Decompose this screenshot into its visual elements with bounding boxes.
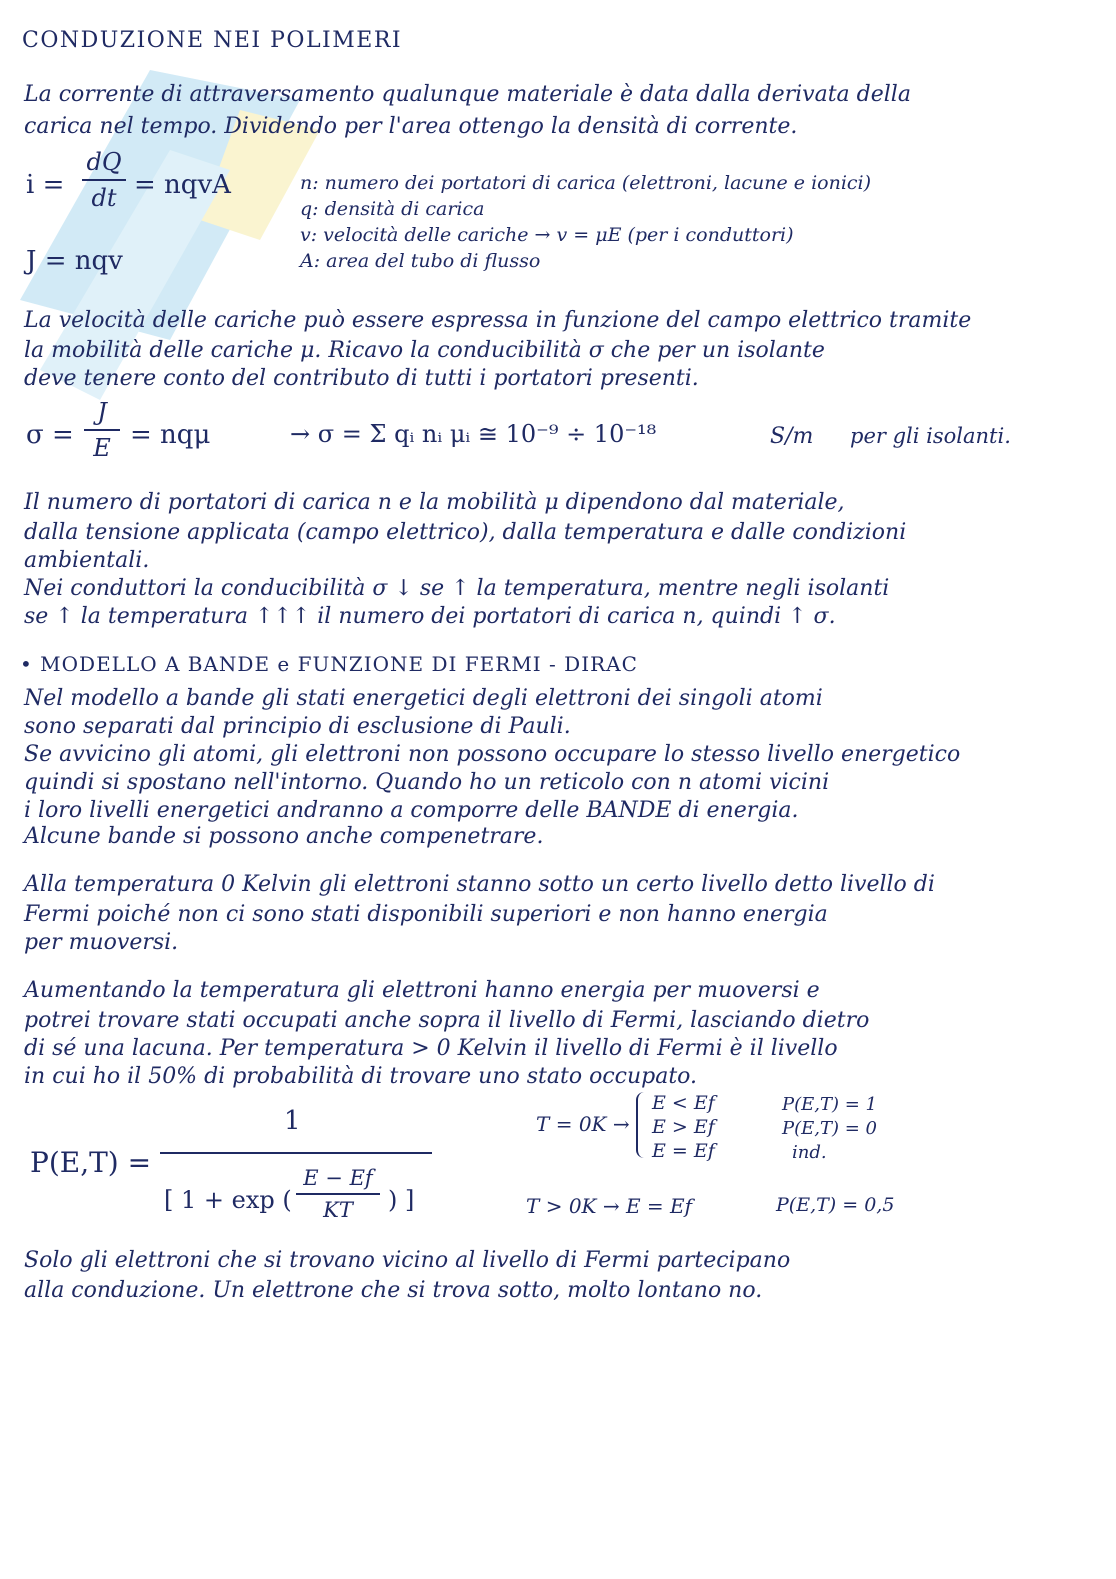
formula-j: J = nqv (26, 246, 123, 276)
conclusion-line-1: Solo gli elettroni che si trovano vicino al livello di Fermi partecipano (24, 1248, 791, 1273)
bands-line-4: quindi si spostano nell'intorno. Quando ho un reticolo con n atomi vicini (24, 770, 830, 795)
fraction-bar (82, 179, 126, 181)
fermi-case-1-cond: E < Ef (652, 1092, 715, 1114)
fraction-bar (84, 429, 120, 431)
carriers-line-3: ambientali. (24, 548, 150, 573)
fermi-inner-fraction (296, 1166, 380, 1222)
fermi-lhs: P(E,T) = (30, 1146, 152, 1179)
carriers-line-1: Il numero di portatori di carica n e la mobilità μ dipendono dal materiale, (24, 490, 845, 515)
fermi-inner-den: KT (323, 1198, 353, 1222)
fermi-fraction-bar (160, 1152, 432, 1154)
formula-i-num: dQ (86, 148, 122, 176)
fermi-num: 1 (284, 1106, 301, 1136)
bands-line-2: sono separati dal principio di esclusione di Pauli. (24, 714, 571, 739)
formula-i-lhs: i = (26, 170, 65, 200)
def-n: n: numero dei portatori di carica (elettroni, lacune e ionici) (300, 172, 872, 194)
intro-line-2: carica nel tempo. Dividendo per l'area ottengo la densità di corrente. (24, 114, 798, 139)
formula-sigma-sum: → σ = Σ qᵢ nᵢ μᵢ ≅ 10⁻⁹ ÷ 10⁻¹⁸ (290, 420, 657, 448)
formula-sigma-note: per gli isolanti. (850, 424, 1011, 448)
temp-line-4: in cui ho il 50% di probabilità di trovare uno stato occupato. (24, 1064, 698, 1089)
formula-sigma-num: J (97, 398, 107, 426)
def-a: A: area del tubo di flusso (300, 250, 541, 272)
bands-line-1: Nel modello a bande gli stati energetici degli elettroni dei singoli atomi (24, 686, 823, 711)
formula-sigma-fraction (84, 398, 120, 462)
def-v: v: velocità delle cariche → v = μE (per i conduttori) (300, 224, 794, 246)
carriers-line-5: se ↑ la temperatura ↑↑↑ il numero dei portatori di carica n, quindi ↑ σ. (24, 604, 836, 629)
fermi-case-3-val: ind. (792, 1142, 827, 1163)
fermi-case-2-val: P(E,T) = 0 (782, 1118, 878, 1139)
carriers-line-2: dalla tensione applicata (campo elettrico), dalla temperatura e dalle condizioni (24, 520, 907, 545)
conclusion-line-2: alla conduzione. Un elettrone che si trova sotto, molto lontano no. (24, 1278, 763, 1303)
def-q: q: densità di carica (300, 198, 485, 220)
zero-k-line-2: Fermi poiché non ci sono stati disponibili superiori e non hanno energia (24, 902, 828, 927)
zero-k-line-3: per muoversi. (24, 930, 179, 955)
fermi-case-1-val: P(E,T) = 1 (782, 1094, 878, 1115)
temp-line-2: potrei trovare stati occupati anche sopra il livello di Fermi, lasciando dietro (24, 1008, 870, 1033)
section-heading: • MODELLO A BANDE e FUNZIONE DI FERMI - DIRAC (20, 652, 638, 676)
mobility-line-1: La velocità delle cariche può essere espressa in funzione del campo elettrico tramite (24, 308, 972, 333)
bands-line-3: Se avvicino gli atomi, gli elettroni non possono occupare lo stesso livello energetico (24, 742, 961, 767)
fermi-case-3-cond: E = Ef (652, 1140, 715, 1162)
formula-sigma-lhs: σ = (26, 420, 74, 450)
mobility-line-2: la mobilità delle cariche μ. Ricavo la conducibilità σ che per un isolante (24, 338, 825, 363)
fermi-case-label: T = 0K → (536, 1112, 630, 1136)
formula-i-den: dt (91, 184, 117, 212)
fermi-tk: T > 0K → E = Ef (526, 1194, 693, 1218)
formula-sigma-den: E (93, 434, 111, 462)
case-brace (636, 1092, 648, 1158)
fraction-bar (296, 1193, 380, 1195)
temp-line-1: Aumentando la temperatura gli elettroni hanno energia per muoversi e (24, 978, 820, 1003)
fermi-inner-num: E − Ef (303, 1166, 373, 1190)
fermi-case-2-cond: E > Ef (652, 1116, 715, 1138)
temp-line-3: di sé una lacuna. Per temperatura > 0 Kelvin il livello di Fermi è il livello (24, 1036, 838, 1061)
page-title: CONDUZIONE NEI POLIMERI (22, 28, 403, 53)
fermi-den-pre: [ 1 + exp ( (164, 1186, 292, 1214)
fermi-tk-val: P(E,T) = 0,5 (776, 1194, 895, 1216)
formula-i-rhs: = nqvA (134, 170, 231, 200)
intro-line-1: La corrente di attraversamento qualunque materiale è data dalla derivata della (24, 82, 911, 107)
bands-line-6: Alcune bande si possono anche compenetrare. (24, 824, 544, 849)
bands-line-5: i loro livelli energetici andranno a comporre delle BANDE di energia. (24, 798, 799, 823)
formula-sigma-mid: = nqμ (130, 420, 211, 450)
zero-k-line-1: Alla temperatura 0 Kelvin gli elettroni stanno sotto un certo livello detto livello di (24, 872, 935, 897)
mobility-line-3: deve tenere conto del contributo di tutti i portatori presenti. (24, 366, 699, 391)
carriers-line-4: Nei conduttori la conducibilità σ ↓ se ↑ la temperatura, mentre negli isolanti (24, 576, 890, 601)
formula-i-fraction (82, 148, 126, 212)
fermi-den-post: ) ] (388, 1186, 415, 1214)
formula-sigma-unit: S/m (770, 424, 814, 449)
